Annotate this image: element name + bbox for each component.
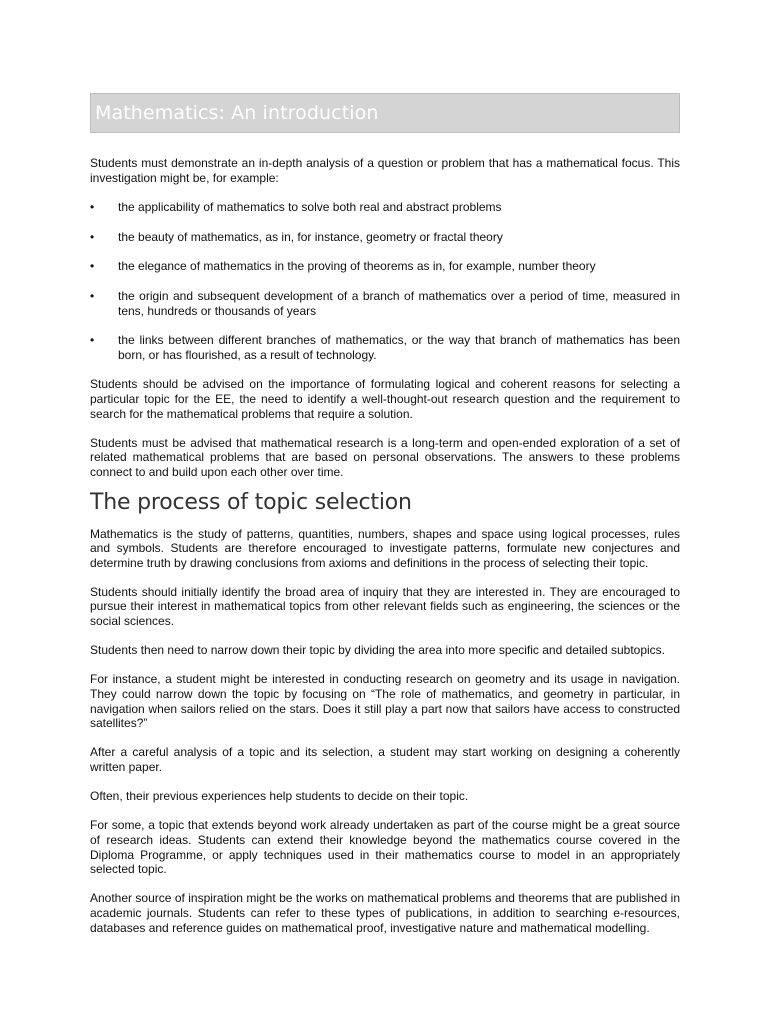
bullet-marker: • — [90, 259, 95, 274]
document-page — [90, 93, 680, 935]
body-paragraph: For some, a topic that extends beyond work already undertaken as part of the course might be a great source of research ideas. Students can extend their knowledge beyond the mathematics course covered in the Diploma Programme, or apply techniques used in their mathematics course to model in an appropriately selected topic. — [90, 818, 680, 877]
body-paragraph: Students should initially identify the broad area of inquiry that they are interested in. They are encouraged to pursue their interest in mathematical topics from other relevant fields such as engineering, the sciences or the social sciences. — [90, 584, 680, 629]
body-paragraph: After a careful analysis of a topic and its selection, a student may start working on designing a coherently written paper. — [90, 745, 680, 774]
banner-title: Mathematics: An introduction — [95, 102, 379, 124]
list-item: • the links between different branches of mathematics, or the way that branch of mathematics has been born, or has flourished, as a result of technology. — [90, 333, 680, 362]
example-list — [90, 200, 680, 362]
body-paragraph: For instance, a student might be interested in conducting research on geometry and its usage in navigation. They could narrow down the topic by focusing on “The role of mathematics, and geometry in particular, in navigation when sailors relied on the stars. Does it still play a part now that sailors have access to constructed satellites?” — [90, 672, 680, 731]
body-paragraph: Students must be advised that mathematical research is a long-term and open-ended exploration of a set of related mathematical problems that are based on personal observations. The answers to these problems connect to and build upon each other over time. — [90, 435, 680, 479]
list-item: • the applicability of mathematics to solve both real and abstract problems — [90, 200, 502, 215]
section-heading: The process of topic selection — [90, 489, 412, 515]
bullet-marker: • — [90, 229, 95, 244]
bullet-marker: • — [90, 333, 95, 348]
list-item: • the origin and subsequent development of a branch of mathematics over a period of time, measured in tens, hundreds or thousands of years — [90, 288, 680, 318]
body-paragraph: Often, their previous experiences help students to decide on their topic. — [90, 789, 469, 804]
body-paragraph: Students then need to narrow down their topic by dividing the area into more specific and detailed subtopics. — [90, 643, 666, 658]
intro-paragraph: Students must demonstrate an in-depth analysis of a question or problem that has a mathematical focus. This investigation might be, for example: — [90, 156, 680, 185]
list-item: • the beauty of mathematics, as in, for instance, geometry or fractal theory — [90, 229, 503, 244]
bullet-marker: • — [90, 200, 95, 215]
body-paragraph: Students should be advised on the importance of formulating logical and coherent reasons for selecting a particular topic for the EE, the need to identify a well-thought-out research question and the requirement to search for the mathematical problems that require a solution. — [90, 377, 680, 421]
bullet-marker: • — [90, 288, 95, 303]
body-paragraph: Mathematics is the study of patterns, quantities, numbers, shapes and space using logical processes, rules and symbols. Students are therefore encouraged to investigate patterns, formulate new conjectures and determine truth by drawing conclusions from axioms and definitions in the process of selecting their topic. — [90, 526, 680, 570]
section-banner — [90, 93, 680, 133]
list-item: • the elegance of mathematics in the proving of theorems as in, for example, number theory — [90, 259, 596, 274]
body-paragraph: Another source of inspiration might be the works on mathematical problems and theorems that are published in academic journals. Students can refer to these types of publications, in addition to searching e-resources, databases and reference guides on mathematical proof, investigative nature and mathematical modelling. — [90, 891, 680, 935]
